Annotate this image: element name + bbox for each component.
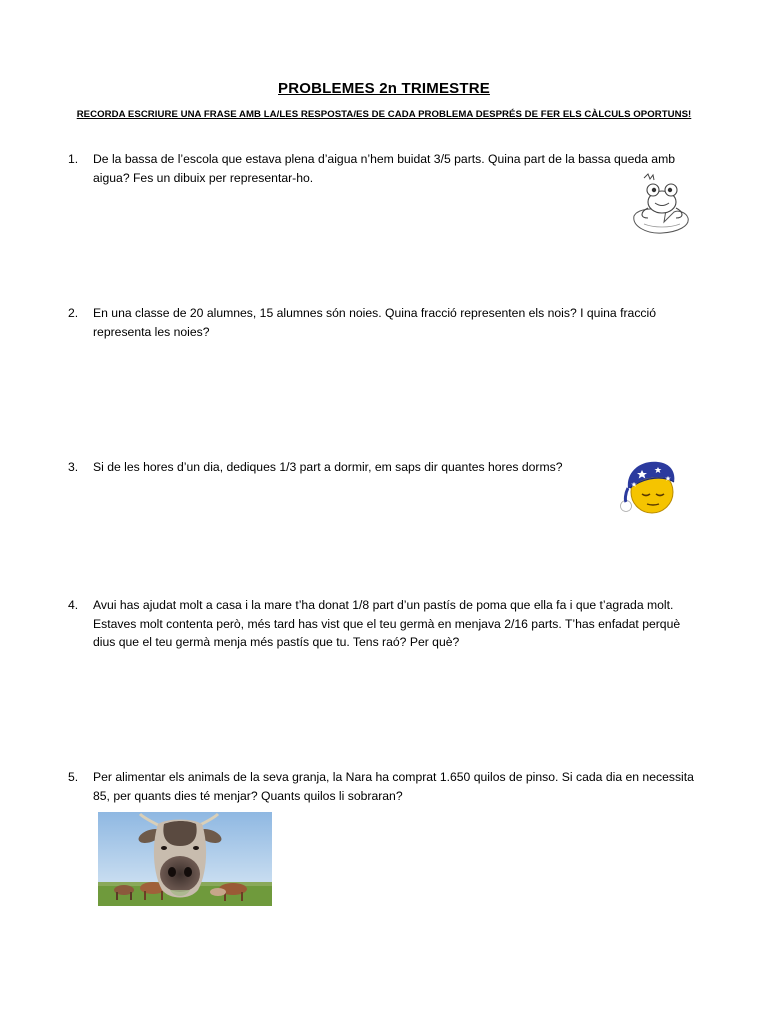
problem-line: Si de les hores d’un dia, dediques 1/3 part a dormir, em saps dir quantes hores dorms? bbox=[93, 460, 563, 474]
problem-line: 85, per quants dies té menjar? Quants quilos li sobraran? bbox=[93, 788, 403, 803]
problem-text bbox=[93, 596, 728, 652]
problem-line: representa les noies? bbox=[93, 324, 210, 339]
problem-number: 4. bbox=[68, 598, 79, 612]
problem-line: De la bassa de l’escola que estava plena d’aigua n’hem buidat 3/5 parts. Quina part de la bassa queda amb bbox=[93, 152, 676, 166]
problem-line: aigua? Fes un dibuix per representar-ho. bbox=[93, 170, 314, 185]
problem-line: dius que el teu germà menja més pastís que tu. Tens raó? Per què? bbox=[93, 635, 460, 649]
problem-line: Avui has ajudat molt a casa i la mare t’ha donat 1/8 part d’un pastís de poma que ella fa i que t’agrada molt. bbox=[93, 598, 674, 612]
cow-photo bbox=[98, 812, 272, 906]
problem-number: 2. bbox=[68, 306, 79, 320]
sleepy-smiley-nightcap-icon bbox=[616, 458, 678, 518]
problem-line: Per alimentar els animals de la seva granja, la Nara ha comprat 1.650 quilos de pinso. Si cada dia en necessita bbox=[93, 770, 694, 784]
problem-line: En una classe de 20 alumnes, 15 alumnes són noies. Quina fracció representen els nois? I quina fracció bbox=[93, 306, 656, 320]
problem-number: 1. bbox=[68, 152, 79, 166]
problem-text bbox=[93, 768, 728, 805]
problem-text bbox=[93, 304, 728, 341]
instruction-banner: RECORDA ESCRIURE UNA FRASE AMB LA/LES RESPOSTA/ES DE CADA PROBLEMA DESPRÉS DE FER ELS CÀLCULS OPORTUNS! bbox=[76, 109, 692, 120]
problem-line: Estaves molt contenta però, més tard has vist que el teu germà en menjava 2/16 parts. T’has enfadat perquè bbox=[93, 616, 681, 631]
problem-number: 5. bbox=[68, 770, 79, 784]
page-title: PROBLEMES 2n TRIMESTRE bbox=[278, 80, 490, 97]
frog-on-lilypad-icon bbox=[630, 172, 692, 236]
problem-number: 3. bbox=[68, 460, 79, 474]
